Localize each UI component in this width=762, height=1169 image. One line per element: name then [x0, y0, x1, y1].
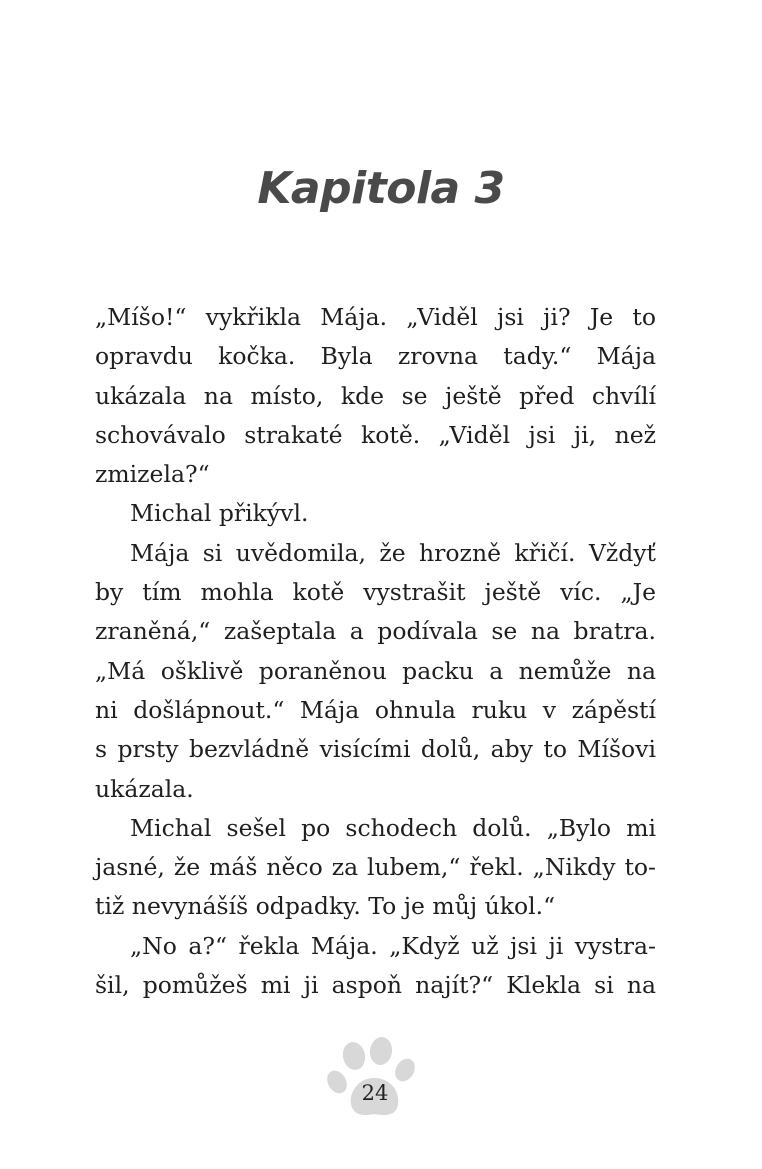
chapter-title: Kapitola 3 — [257, 163, 505, 214]
text-line: s prsty bezvládně visícími dolů, aby to Míšovi — [95, 735, 656, 764]
text-line: Michal sešel po schodech dolů. „Bylo mi — [130, 813, 656, 842]
text-line: Michal přikývl. — [130, 499, 309, 528]
paw-print-icon — [327, 1036, 417, 1118]
text-line: „No a?“ řekla Mája. „Když už jsi ji vystra- — [130, 931, 656, 960]
text-line: ukázala na místo, kde se ještě před chvílí — [95, 381, 656, 410]
body-text — [95, 298, 656, 1005]
text-line: šil, pomůžeš mi ji aspoň najít?“ Klekla si na — [95, 971, 656, 1000]
page-number: 24 — [361, 1081, 389, 1105]
text-line: „Míšo!“ vykřikla Mája. „Viděl jsi ji? Je to — [95, 303, 656, 331]
text-line: tiž nevynášíš odpadky. To je můj úkol.“ — [95, 892, 556, 921]
text-line: zraněná,“ zašeptala a podívala se na bratra. — [95, 617, 656, 646]
text-line: „Má ošklivě poraněnou packu a nemůže na — [95, 656, 656, 685]
text-line: zmizela?“ — [95, 460, 210, 489]
text-line: by tím mohla kotě vystrašit ještě víc. „Je — [95, 578, 656, 607]
text-line: ukázala. — [95, 774, 194, 803]
text-line: ni došlápnout.“ Mája ohnula ruku v zápěstí — [95, 695, 656, 724]
text-line: opravdu kočka. Byla zrovna tady.“ Mája — [95, 342, 656, 371]
text-line: schovávalo strakaté kotě. „Viděl jsi ji, než — [95, 420, 656, 449]
text-line: jasné, že máš něco za lubem,“ řekl. „Nikdy to- — [95, 853, 656, 882]
text-line: Mája si uvědomila, že hrozně křičí. Vždyť — [130, 538, 656, 567]
